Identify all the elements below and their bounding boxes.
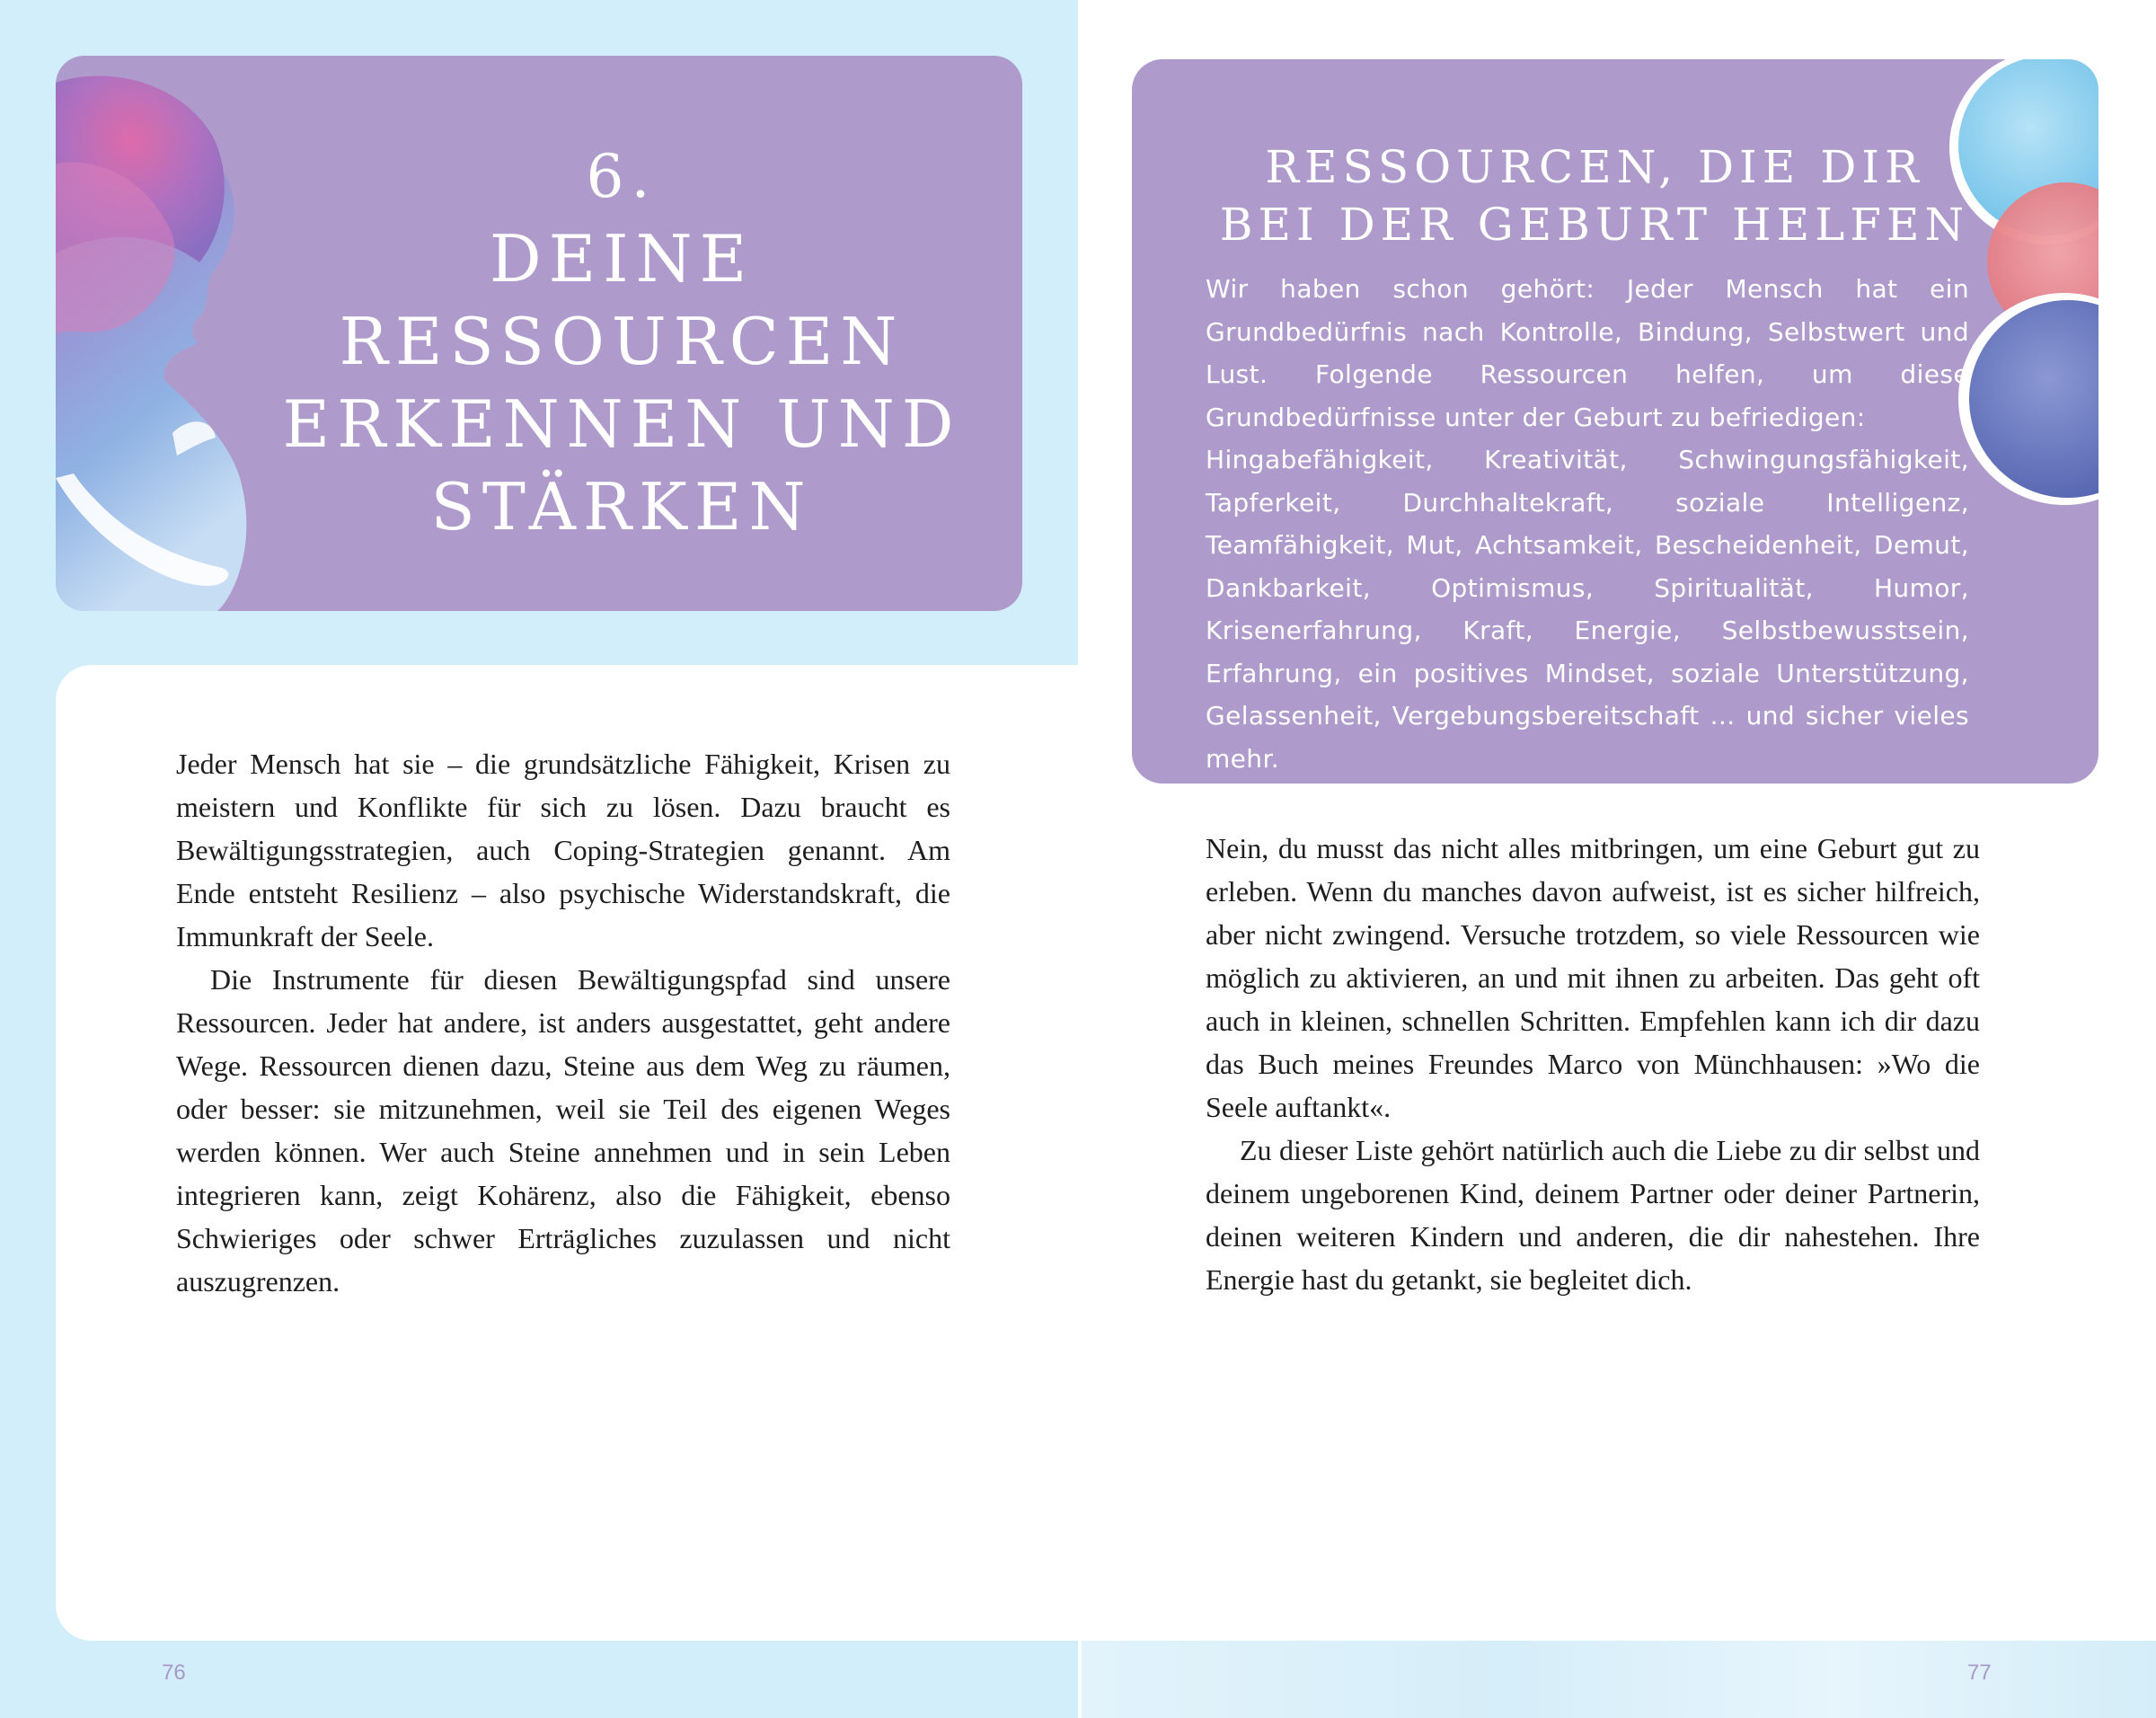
pregnant-woman-silhouette-illustration: [56, 56, 289, 611]
paragraph: Die Instrumente für diesen Bewältigungspfad sind unsere Ressourcen. Jeder hat andere, ist anders ausgestattet, geht andere Wege. Ressourcen dienen dazu, Steine aus dem Weg zu räumen, oder besser: sie mitzunehmen, weil sie Teil des eigenen Weges werden können. Wer auch Steine annehmen und in sein Leben integrieren kann, zeigt Kohärenz, also die Fähigkeit, ebenso Schwieriges oder schwer Erträgliches zuzulassen und nicht auszugrenzen.: [176, 963, 950, 1297]
resources-info-box: [1132, 59, 2099, 784]
chapter-title-line: ERKENNEN UND: [282, 386, 961, 462]
paragraph: Nein, du musst das nicht alles mitbringen, um eine Geburt gut zu erleben. Wenn du manches davon aufweist, ist es sicher hilfreich, aber nicht zwingend. Versuche trotzdem, so viele Ressourcen wie möglich zu aktivieren, an und mit ihnen zu arbeiten. Das geht oft auch in kleinen, schnellen Schritten. Empfehlen kann ich dir dazu das Buch meines Freundes Marco von Münchhausen: »Wo die Seele auftankt«.: [1206, 832, 1980, 1123]
info-box-title-line: RESSOURCEN, DIE DIR: [1265, 141, 1924, 193]
info-box-intro: Wir haben schon gehört: Jeder Mensch hat ein Grundbedürfnis nach Kontrolle, Bindung, Selbstwert und Lust. Folgende Ressourcen helfen, um diese Grundbedürfnisse unter der Geburt zu befriedigen:: [1206, 274, 1969, 432]
paragraph: Jeder Mensch hat sie – die grundsätzliche Fähigkeit, Krisen zu meistern und Konflikte für sich zu lösen. Dazu braucht es Bewältigungsstrategien, auch Coping-Strategien genannt. Am Ende entsteht Resilienz – also psychische Widerstandskraft, die Immunkraft der Seele.: [176, 748, 950, 952]
info-box-title-line: BEI DER GEBURT HELFEN: [1219, 199, 1970, 251]
page-number-left: 76: [162, 1660, 186, 1685]
page-number-right: 77: [1967, 1660, 1992, 1685]
chapter-title-line: DEINE: [489, 221, 755, 297]
info-box-title: [1132, 138, 2057, 253]
info-box-text: [1206, 268, 1969, 780]
info-box-resource-list: Hingabefähigkeit, Kreativität, Schwingungsfähigkeit, Tapferkeit, Durchhaltekraft, soziale Intelligenz, Teamfähigkeit, Mut, Achtsamkeit, Bescheidenheit, Demut, Dankbarkeit, Optimismus, Spiritualität, Humor, Krisenerfahrung, Kraft, Energie, Selbstbewusstsein, Erfahrung, ein positives Mindset, soziale Unterstützung, Gelassenheit, Vergebungsbereitschaft … und sicher vieles mehr.: [1206, 445, 1969, 774]
chapter-title-line: STÄRKEN: [430, 469, 813, 545]
right-body-text: [1206, 827, 1980, 1301]
chapter-title-card: [56, 56, 1022, 611]
right-footer-watercolor-band: [1082, 1641, 2156, 1718]
chapter-title-line: RESSOURCEN: [339, 304, 905, 379]
chapter-title: [280, 137, 963, 548]
chapter-number: 6.: [586, 142, 658, 211]
paragraph: Zu dieser Liste gehört natürlich auch die Liebe zu dir selbst und deinem ungeborenen Kind, deinem Partner oder deiner Partnerin, deinen weiteren Kindern und anderen, die dir nahestehen. Ihre Energie hast du getankt, sie begleitet dich.: [1206, 1134, 1980, 1296]
left-text-panel-gutter: [988, 665, 1082, 1641]
left-body-text: [176, 742, 950, 1303]
